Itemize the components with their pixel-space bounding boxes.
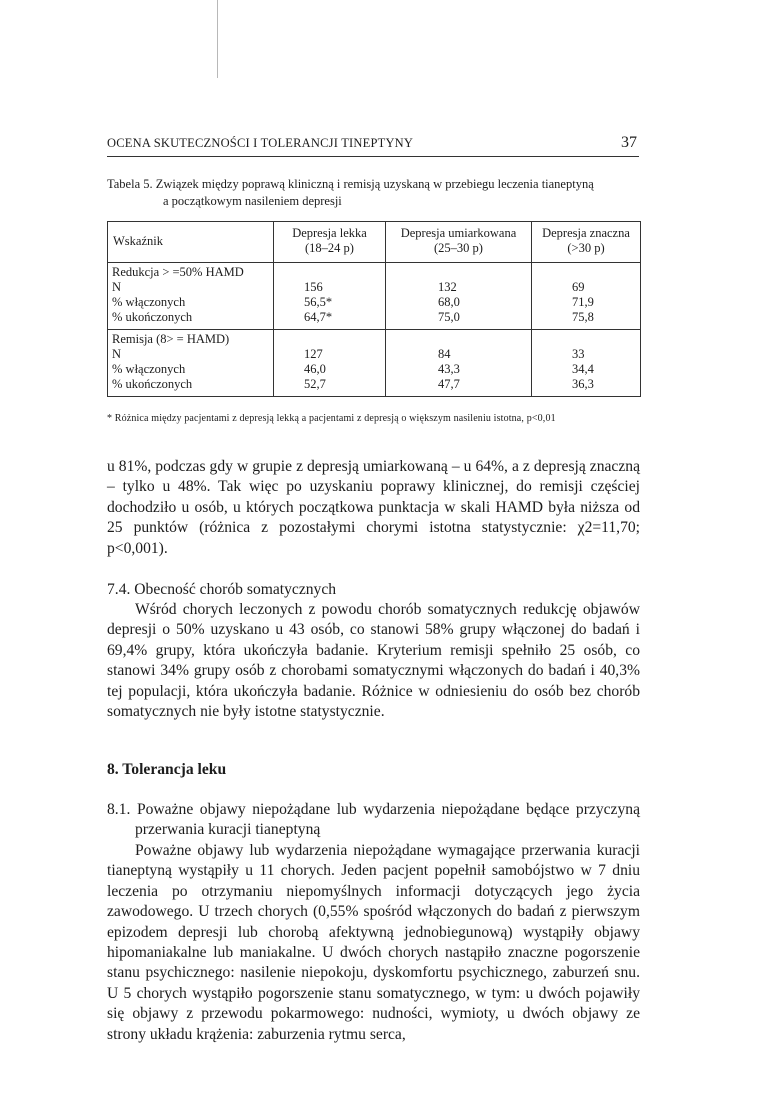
paragraph-somatic-diseases: Wśród chorych leczonych z powodu chorób somatycznych redukcję objawów depresji o 50% uzyskano u 43 osób, co stanowi 58% grupy włączonej do badań i 69,4% grupy, która ukończyła badanie. Kryterium remisji spełniło 25 osób, co stanowi 34% grupy osób z chorobami somatycznymi włączonych do badań i 40,3% tej populacji, która ukończyła badanie. Różnice w odniesieniu do osób bez chorób somatycznych nie były istotne statystycznie. [107, 601, 640, 721]
table-caption-line2: a początkowym nasileniem depresji [163, 194, 342, 208]
cell-severe-values: 69 71,9 75,8 [532, 263, 641, 330]
table-caption [107, 176, 639, 210]
table-footnote: * Różnica między pacjentami z depresją lekką a pacjentami z depresją o większym nasileniu istotna, p<0,01 [107, 413, 556, 424]
cell-moderate-values: 132 68,0 75,0 [386, 263, 532, 330]
cell-moderate-values: 84 43,3 47,7 [386, 330, 532, 397]
table-group-remission [108, 330, 641, 397]
paragraph-remission-summary: u 81%, podczas gdy w grupie z depresją umiarkowaną – u 64%, a z depresją znaczną – tylko u 48%. Tak więc po uzyskaniu poprawy klinicznej, do remisji częściej dochodziło u osób, u których początkowa punktacja w skali HAMD była niższa od 25 punktów (różnica z pozostałymi chorymi istotna statystycznie: χ2=11,70; p<0,001). [107, 458, 640, 557]
cell-mild-values: 156 56,5* 64,7* [274, 263, 386, 330]
section-heading-8: 8. Tolerancja leku [107, 761, 227, 778]
column-header-moderate: Depresja umiarkowana (25–30 p) [386, 222, 532, 263]
scan-edge-mark [217, 0, 218, 78]
row-labels: Remisja (8> = HAMD) N % włączonych % ukończonych [108, 330, 274, 397]
row-labels: Redukcja > =50% HAMD N % włączonych % ukończonych [108, 263, 274, 330]
running-header [107, 134, 639, 157]
paragraph-adverse-events: Poważne objawy lub wydarzenia niepożądane wymagające przerwania kuracji tianeptyną wystąpiły u 11 chorych. Jeden pacjent popełnił samobójstwo w 7 dniu leczenia po otrzymaniu niepomyślnych informacji dotyczących jego życia zawodowego. U trzech chorych (0,55% spośród włączonych do badań z pierwszym epizodem depresji lub chorobą afektywną jednobiegunową) wystąpiły objawy hipomaniakalne lub maniakalne. U dwóch chorych nastąpiło znaczne pogorszenie stanu psychicznego: nasilenie niepokoju, dyskomfortu psychicznego, zaburzeń snu. U 5 chorych wystąpiło pogorszenie stanu somatycznego, w tym: u dwóch pojawiły się objawy z przewodu pokarmowego: nudności, wymioty, u dwóch objawy ze strony układu krążenia: zaburzenia rytmu serca, [107, 842, 640, 1043]
subsection-heading-8-1: 8.1. Poważne objawy niepożądane lub wydarzenia niepożądane będące przyczyną przerwania kuracji tianeptyną [107, 801, 640, 839]
running-title: OCENA SKUTECZNOŚCI I TOLERANCJI TINEPTYNY [107, 136, 414, 150]
cell-severe-values: 33 34,4 36,3 [532, 330, 641, 397]
column-header-mild: Depresja lekka (18–24 p) [274, 222, 386, 263]
page-number: 37 [621, 134, 637, 151]
cell-mild-values: 127 46,0 52,7 [274, 330, 386, 397]
column-header-indicator: Wskaźnik [108, 222, 274, 263]
results-table [107, 221, 641, 397]
table-caption-line1: Tabela 5. Związek między poprawą kliniczną i remisją uzyskaną w przebiegu leczenia tianeptyną [107, 177, 594, 191]
table-header-row [108, 222, 641, 263]
column-header-severe: Depresja znaczna (>30 p) [532, 222, 641, 263]
table-group-reduction [108, 263, 641, 330]
subsection-heading-7-4: 7.4. Obecność chorób somatycznych [107, 581, 337, 598]
